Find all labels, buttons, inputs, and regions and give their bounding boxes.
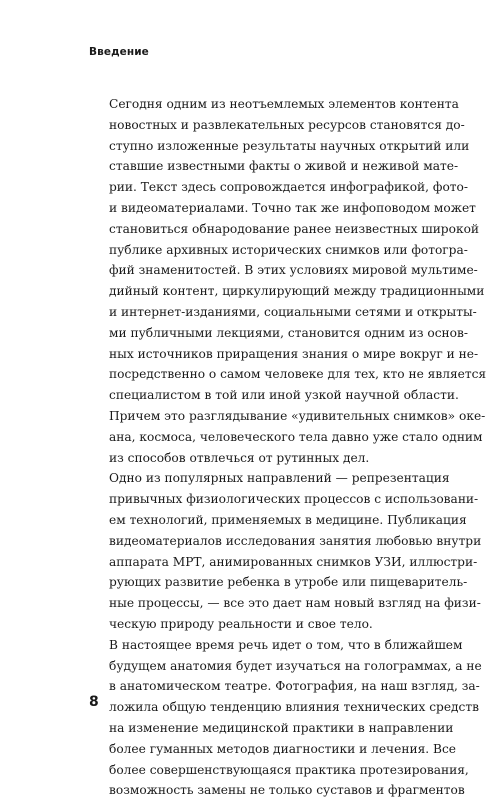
- text-line: Одно из популярных направлений — репрезентация: [109, 471, 450, 486]
- text-line: рии. Текст здесь сопровождается инфографикой, фото-: [109, 180, 468, 195]
- text-line: в анатомическом театре. Фотография, на наш взгляд, за-: [109, 679, 480, 694]
- paragraph: [89, 635, 482, 801]
- text-line: на изменение медицинской практики в направлении: [109, 720, 454, 735]
- text-line: рующих развитие ребенка в утробе или пищеваритель-: [109, 575, 468, 590]
- text-line: возможность замены не только суставов и фрагментов: [109, 783, 465, 798]
- text-line: В настоящее время речь идет о том, что в ближайшем: [109, 637, 463, 652]
- body-text: [89, 94, 487, 801]
- text-line: дийный контент, циркулирующий между традиционными: [109, 284, 485, 299]
- text-line: будущем анатомия будет изучаться на голограммах, а не: [109, 658, 482, 673]
- text-line: ем технологий, применяемых в медицине. Публикация: [109, 512, 467, 527]
- text-line: более совершенствующаяся практика протезирования,: [109, 762, 469, 777]
- text-line: ложила общую тенденцию влияния технических средств: [109, 700, 479, 715]
- running-head: Введение: [89, 46, 149, 58]
- text-line: привычных физиологических процессов с использовани-: [109, 492, 479, 507]
- page-number: 8: [89, 694, 99, 710]
- text-line: специалистом в той или иной узкой научной области.: [109, 388, 459, 403]
- paragraph: [89, 94, 487, 468]
- text-line: публике архивных исторических снимков или фотогра-: [109, 242, 468, 257]
- text-line: видеоматериалов исследования занятия любовью внутри: [109, 533, 482, 548]
- text-line: ных источников приращения знания о мире вокруг и не-: [109, 346, 479, 361]
- text-line: ческую природу реальности и свое тело.: [109, 616, 373, 631]
- text-line: посредственно о самом человеке для тех, кто не является: [109, 367, 487, 382]
- text-line: ступно изложенные результаты научных открытий или: [109, 138, 470, 153]
- text-line: новостных и развлекательных ресурсов становятся до-: [109, 117, 465, 132]
- paragraph: [89, 468, 482, 634]
- text-line: ми публичными лекциями, становится одним из основ-: [109, 325, 469, 340]
- text-line: фий знаменитостей. В этих условиях мировой мультиме-: [109, 263, 478, 278]
- text-line: Сегодня одним из неотъемлемых элементов контента: [109, 97, 459, 111]
- text-line: ставшие известными факты о живой и неживой мате-: [109, 159, 459, 174]
- text-line: аппарата МРТ, анимированных снимков УЗИ, иллюстри-: [109, 554, 478, 569]
- text-line: ана, космоса, человеческого тела давно уже стало одним: [109, 429, 483, 444]
- text-line: становиться обнародование ранее неизвестных широкой: [109, 221, 480, 236]
- text-line: из способов отвлечься от рутинных дел.: [109, 450, 370, 465]
- text-line: Причем это разглядывание «удивительных снимков» оке-: [109, 408, 486, 423]
- text-line: и интернет-изданиями, социальными сетями и открыты-: [109, 304, 477, 319]
- text-line: ные процессы, — все это дает нам новый взгляд на физи-: [109, 596, 481, 611]
- text-line: более гуманных методов диагностики и лечения. Все: [109, 741, 457, 756]
- text-line: и видеоматериалами. Точно так же инфоповодом может: [109, 200, 476, 215]
